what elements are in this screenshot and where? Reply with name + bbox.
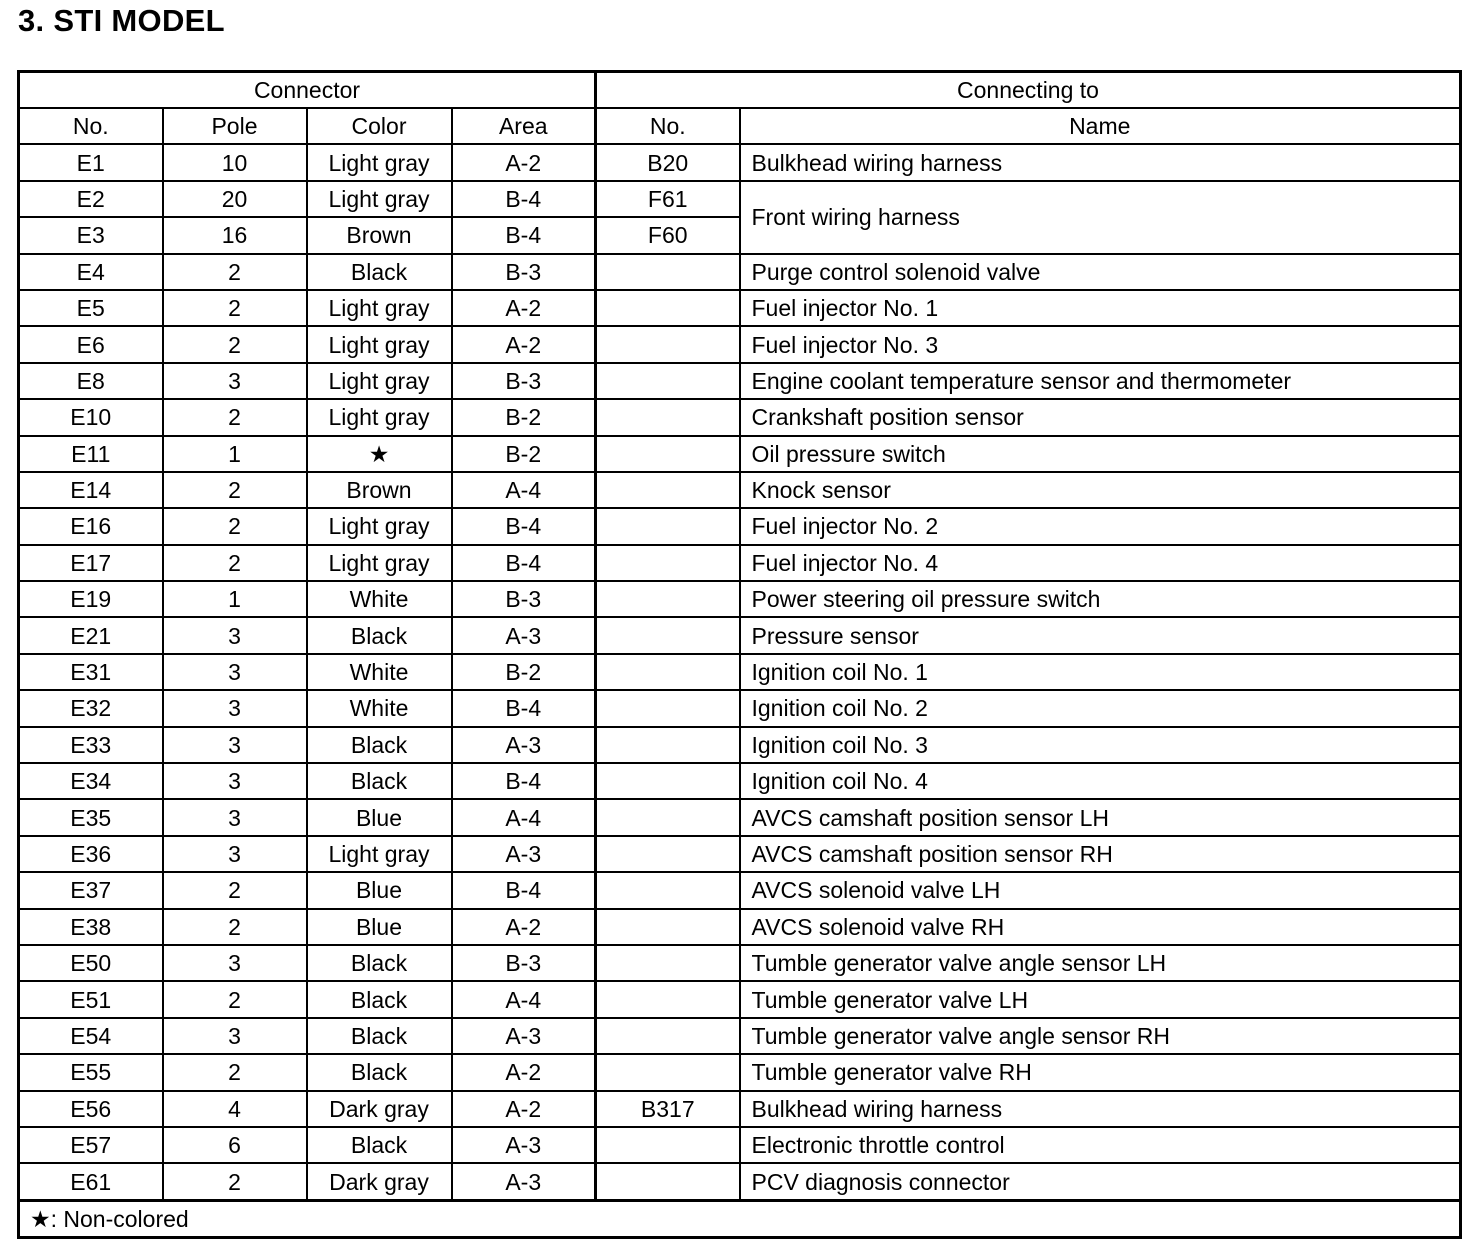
table-row bbox=[19, 181, 1461, 217]
cell-pole: 3 bbox=[163, 799, 307, 835]
table-row bbox=[19, 290, 1461, 326]
cell-area: A-3 bbox=[452, 617, 596, 653]
cell-name: Tumble generator valve RH bbox=[740, 1054, 1461, 1090]
cell-pole: 3 bbox=[163, 836, 307, 872]
group-header-row bbox=[19, 72, 1461, 109]
cell-area: A-3 bbox=[452, 1127, 596, 1163]
cell-color: White bbox=[307, 581, 452, 617]
cell-to-no bbox=[596, 545, 740, 581]
cell-to-no bbox=[596, 690, 740, 726]
cell-name: Pressure sensor bbox=[740, 617, 1461, 653]
header-connecting-to: Connecting to bbox=[596, 72, 1461, 109]
connector-table bbox=[17, 70, 1462, 1239]
cell-no: E8 bbox=[19, 363, 163, 399]
header-color: Color bbox=[307, 108, 452, 144]
cell-to-no bbox=[596, 836, 740, 872]
cell-area: A-2 bbox=[452, 144, 596, 180]
cell-no: E6 bbox=[19, 326, 163, 362]
cell-pole: 16 bbox=[163, 217, 307, 253]
table-row bbox=[19, 144, 1461, 180]
table-row bbox=[19, 326, 1461, 362]
cell-no: E38 bbox=[19, 909, 163, 945]
cell-color: Light gray bbox=[307, 836, 452, 872]
cell-pole: 2 bbox=[163, 472, 307, 508]
cell-color: White bbox=[307, 654, 452, 690]
table-row bbox=[19, 836, 1461, 872]
cell-area: A-2 bbox=[452, 909, 596, 945]
table-row bbox=[19, 545, 1461, 581]
cell-to-no: F61 bbox=[596, 181, 740, 217]
cell-name: Tumble generator valve angle sensor RH bbox=[740, 1018, 1461, 1054]
cell-to-no: F60 bbox=[596, 217, 740, 253]
header-pole: Pole bbox=[163, 108, 307, 144]
cell-color: Blue bbox=[307, 909, 452, 945]
cell-pole: 2 bbox=[163, 872, 307, 908]
cell-pole: 10 bbox=[163, 144, 307, 180]
cell-name: AVCS camshaft position sensor RH bbox=[740, 836, 1461, 872]
cell-no: E14 bbox=[19, 472, 163, 508]
cell-no: E54 bbox=[19, 1018, 163, 1054]
cell-color: Blue bbox=[307, 872, 452, 908]
cell-color: White bbox=[307, 690, 452, 726]
cell-area: A-3 bbox=[452, 836, 596, 872]
footnote: ★: Non-colored bbox=[19, 1200, 1461, 1237]
cell-area: B-2 bbox=[452, 399, 596, 435]
cell-no: E19 bbox=[19, 581, 163, 617]
table-row bbox=[19, 690, 1461, 726]
cell-area: A-2 bbox=[452, 290, 596, 326]
table-row bbox=[19, 872, 1461, 908]
cell-name: Crankshaft position sensor bbox=[740, 399, 1461, 435]
cell-name: Fuel injector No. 1 bbox=[740, 290, 1461, 326]
cell-color: Brown bbox=[307, 217, 452, 253]
cell-no: E1 bbox=[19, 144, 163, 180]
table-row bbox=[19, 254, 1461, 290]
cell-to-no bbox=[596, 436, 740, 472]
cell-pole: 2 bbox=[163, 254, 307, 290]
cell-pole: 2 bbox=[163, 290, 307, 326]
cell-color: Black bbox=[307, 1127, 452, 1163]
cell-to-no bbox=[596, 472, 740, 508]
table-row bbox=[19, 763, 1461, 799]
cell-no: E50 bbox=[19, 945, 163, 981]
cell-color: Blue bbox=[307, 799, 452, 835]
cell-no: E51 bbox=[19, 981, 163, 1017]
table-row bbox=[19, 508, 1461, 544]
cell-color: Black bbox=[307, 1054, 452, 1090]
cell-color: Light gray bbox=[307, 545, 452, 581]
cell-pole: 2 bbox=[163, 1163, 307, 1200]
cell-area: B-3 bbox=[452, 254, 596, 290]
cell-name: Oil pressure switch bbox=[740, 436, 1461, 472]
cell-area: A-2 bbox=[452, 1054, 596, 1090]
cell-to-no bbox=[596, 1163, 740, 1200]
cell-color: Light gray bbox=[307, 144, 452, 180]
cell-name: Ignition coil No. 2 bbox=[740, 690, 1461, 726]
cell-no: E32 bbox=[19, 690, 163, 726]
cell-pole: 2 bbox=[163, 399, 307, 435]
cell-name: Fuel injector No. 4 bbox=[740, 545, 1461, 581]
cell-area: B-3 bbox=[452, 581, 596, 617]
cell-name: AVCS camshaft position sensor LH bbox=[740, 799, 1461, 835]
cell-pole: 2 bbox=[163, 981, 307, 1017]
cell-color: Black bbox=[307, 254, 452, 290]
cell-to-no bbox=[596, 254, 740, 290]
cell-no: E36 bbox=[19, 836, 163, 872]
cell-no: E4 bbox=[19, 254, 163, 290]
cell-pole: 6 bbox=[163, 1127, 307, 1163]
cell-to-no bbox=[596, 290, 740, 326]
cell-no: E55 bbox=[19, 1054, 163, 1090]
cell-pole: 1 bbox=[163, 581, 307, 617]
cell-pole: 3 bbox=[163, 727, 307, 763]
cell-area: B-4 bbox=[452, 872, 596, 908]
table-row bbox=[19, 581, 1461, 617]
cell-name: Purge control solenoid valve bbox=[740, 254, 1461, 290]
cell-no: E21 bbox=[19, 617, 163, 653]
cell-no: E11 bbox=[19, 436, 163, 472]
cell-to-no bbox=[596, 581, 740, 617]
cell-no: E35 bbox=[19, 799, 163, 835]
cell-area: A-4 bbox=[452, 799, 596, 835]
cell-to-no bbox=[596, 1127, 740, 1163]
cell-to-no: B20 bbox=[596, 144, 740, 180]
table-row bbox=[19, 727, 1461, 763]
table-row bbox=[19, 1054, 1461, 1090]
cell-name: Tumble generator valve LH bbox=[740, 981, 1461, 1017]
table-row bbox=[19, 617, 1461, 653]
cell-name: Front wiring harness bbox=[740, 181, 1461, 254]
cell-area: A-4 bbox=[452, 981, 596, 1017]
cell-name: Bulkhead wiring harness bbox=[740, 1091, 1461, 1127]
cell-name: AVCS solenoid valve LH bbox=[740, 872, 1461, 908]
header-connector: Connector bbox=[19, 72, 596, 109]
cell-area: B-4 bbox=[452, 508, 596, 544]
cell-color: Light gray bbox=[307, 326, 452, 362]
cell-color: Black bbox=[307, 981, 452, 1017]
cell-color: Light gray bbox=[307, 363, 452, 399]
cell-name: Ignition coil No. 1 bbox=[740, 654, 1461, 690]
cell-to-no bbox=[596, 617, 740, 653]
cell-pole: 2 bbox=[163, 1054, 307, 1090]
cell-name: Electronic throttle control bbox=[740, 1127, 1461, 1163]
cell-area: B-2 bbox=[452, 436, 596, 472]
cell-no: E33 bbox=[19, 727, 163, 763]
cell-color: Black bbox=[307, 945, 452, 981]
table-row bbox=[19, 981, 1461, 1017]
cell-no: E31 bbox=[19, 654, 163, 690]
cell-pole: 3 bbox=[163, 617, 307, 653]
cell-color: Light gray bbox=[307, 399, 452, 435]
cell-color: Black bbox=[307, 727, 452, 763]
cell-to-no bbox=[596, 945, 740, 981]
cell-no: E57 bbox=[19, 1127, 163, 1163]
cell-area: B-3 bbox=[452, 363, 596, 399]
table-row bbox=[19, 1127, 1461, 1163]
cell-area: B-3 bbox=[452, 945, 596, 981]
cell-area: B-4 bbox=[452, 545, 596, 581]
cell-pole: 3 bbox=[163, 690, 307, 726]
cell-no: E5 bbox=[19, 290, 163, 326]
cell-no: E37 bbox=[19, 872, 163, 908]
cell-no: E2 bbox=[19, 181, 163, 217]
cell-name: Engine coolant temperature sensor and thermometer bbox=[740, 363, 1461, 399]
cell-to-no bbox=[596, 399, 740, 435]
cell-to-no bbox=[596, 727, 740, 763]
cell-color: Light gray bbox=[307, 508, 452, 544]
cell-name: Power steering oil pressure switch bbox=[740, 581, 1461, 617]
cell-to-no: B317 bbox=[596, 1091, 740, 1127]
cell-area: A-3 bbox=[452, 1018, 596, 1054]
table-body bbox=[19, 72, 1461, 1238]
cell-name: Fuel injector No. 3 bbox=[740, 326, 1461, 362]
cell-color: Brown bbox=[307, 472, 452, 508]
cell-pole: 20 bbox=[163, 181, 307, 217]
cell-no: E56 bbox=[19, 1091, 163, 1127]
cell-pole: 3 bbox=[163, 654, 307, 690]
table-row bbox=[19, 472, 1461, 508]
cell-name: PCV diagnosis connector bbox=[740, 1163, 1461, 1200]
header-to-no: No. bbox=[596, 108, 740, 144]
cell-area: B-2 bbox=[452, 654, 596, 690]
cell-no: E3 bbox=[19, 217, 163, 253]
cell-no: E17 bbox=[19, 545, 163, 581]
cell-pole: 2 bbox=[163, 326, 307, 362]
table-row bbox=[19, 1091, 1461, 1127]
cell-color: Light gray bbox=[307, 290, 452, 326]
cell-color: Light gray bbox=[307, 181, 452, 217]
table-row bbox=[19, 654, 1461, 690]
cell-no: E61 bbox=[19, 1163, 163, 1200]
cell-to-no bbox=[596, 981, 740, 1017]
cell-to-no bbox=[596, 363, 740, 399]
header-area: Area bbox=[452, 108, 596, 144]
column-header-row bbox=[19, 108, 1461, 144]
cell-name: Ignition coil No. 4 bbox=[740, 763, 1461, 799]
cell-name: Tumble generator valve angle sensor LH bbox=[740, 945, 1461, 981]
cell-no: E34 bbox=[19, 763, 163, 799]
cell-name: Fuel injector No. 2 bbox=[740, 508, 1461, 544]
cell-area: A-3 bbox=[452, 727, 596, 763]
cell-area: A-2 bbox=[452, 1091, 596, 1127]
cell-area: B-4 bbox=[452, 690, 596, 726]
cell-color: ★ bbox=[307, 436, 452, 472]
table-row bbox=[19, 909, 1461, 945]
cell-color: Black bbox=[307, 763, 452, 799]
header-name: Name bbox=[740, 108, 1461, 144]
cell-name: Bulkhead wiring harness bbox=[740, 144, 1461, 180]
cell-area: B-4 bbox=[452, 763, 596, 799]
cell-name: Ignition coil No. 3 bbox=[740, 727, 1461, 763]
footnote-row bbox=[19, 1200, 1461, 1237]
cell-area: B-4 bbox=[452, 217, 596, 253]
cell-pole: 3 bbox=[163, 1018, 307, 1054]
cell-to-no bbox=[596, 508, 740, 544]
cell-pole: 2 bbox=[163, 545, 307, 581]
cell-pole: 3 bbox=[163, 363, 307, 399]
cell-to-no bbox=[596, 1054, 740, 1090]
table-row bbox=[19, 1018, 1461, 1054]
table-row bbox=[19, 436, 1461, 472]
cell-to-no bbox=[596, 763, 740, 799]
cell-pole: 3 bbox=[163, 763, 307, 799]
connector-table-container bbox=[17, 70, 1459, 1239]
cell-area: A-3 bbox=[452, 1163, 596, 1200]
page-title: 3. STI MODEL bbox=[18, 3, 225, 38]
table-row bbox=[19, 1163, 1461, 1200]
cell-area: B-4 bbox=[452, 181, 596, 217]
cell-color: Black bbox=[307, 617, 452, 653]
cell-pole: 2 bbox=[163, 909, 307, 945]
cell-name: AVCS solenoid valve RH bbox=[740, 909, 1461, 945]
cell-to-no bbox=[596, 799, 740, 835]
table-row bbox=[19, 945, 1461, 981]
cell-pole: 4 bbox=[163, 1091, 307, 1127]
cell-pole: 1 bbox=[163, 436, 307, 472]
cell-to-no bbox=[596, 909, 740, 945]
cell-to-no bbox=[596, 326, 740, 362]
cell-area: A-2 bbox=[452, 326, 596, 362]
cell-no: E10 bbox=[19, 399, 163, 435]
cell-pole: 3 bbox=[163, 945, 307, 981]
cell-area: A-4 bbox=[452, 472, 596, 508]
table-row bbox=[19, 399, 1461, 435]
cell-pole: 2 bbox=[163, 508, 307, 544]
table-row bbox=[19, 363, 1461, 399]
cell-to-no bbox=[596, 872, 740, 908]
cell-no: E16 bbox=[19, 508, 163, 544]
header-no: No. bbox=[19, 108, 163, 144]
table-row bbox=[19, 799, 1461, 835]
cell-to-no bbox=[596, 1018, 740, 1054]
cell-color: Dark gray bbox=[307, 1091, 452, 1127]
cell-color: Black bbox=[307, 1018, 452, 1054]
cell-to-no bbox=[596, 654, 740, 690]
cell-name: Knock sensor bbox=[740, 472, 1461, 508]
cell-color: Dark gray bbox=[307, 1163, 452, 1200]
